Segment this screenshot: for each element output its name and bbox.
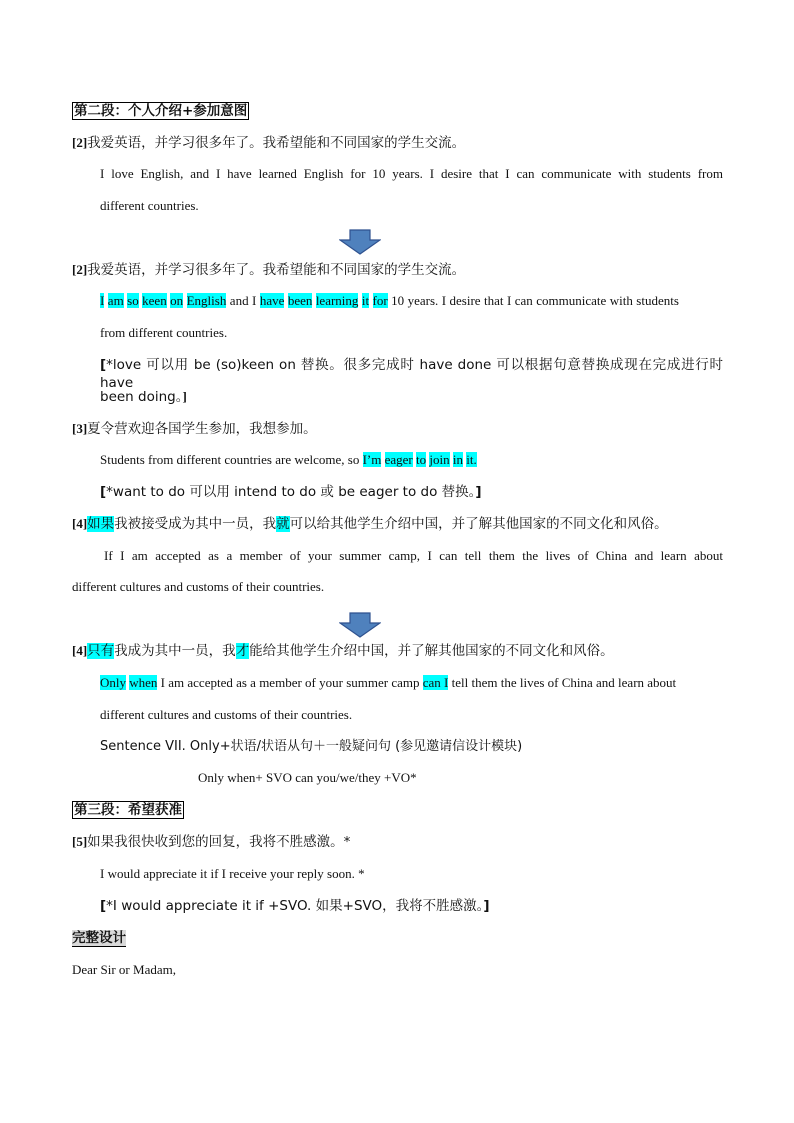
note [100,388,187,406]
item-number: [3] [72,421,88,436]
highlight-word: to [416,452,427,467]
highlight-word: on [170,293,184,308]
section-heading [72,801,184,819]
note [100,897,490,915]
plain-text: tell them the lives of China and learn about [451,675,677,690]
item-chinese [72,642,614,660]
bracket: [ [100,357,107,373]
item-english-highlighted [100,292,679,310]
highlight-word: am [107,293,124,308]
item-chinese-text: 我成为其中一员，我 [114,643,236,659]
highlight-word: been [287,293,313,308]
item-chinese [72,515,668,533]
highlight-word: so [127,293,139,308]
bracket: ] [483,898,490,914]
highlight-word: for [372,293,388,308]
item-chinese [72,833,350,851]
item-chinese-text: 夏令营欢迎各国学生参加，我想参加。 [87,421,317,437]
highlight-word: Only [100,675,126,690]
item-number: [4] [72,516,88,531]
item-english: different cultures and customs of their countries. [72,579,325,594]
item-chinese-text: 如果我很快收到您的回复，我将不胜感激。* [87,834,351,850]
plain-text: and I [229,293,257,308]
item-english-highlighted [100,674,676,692]
section-heading-text: 第二段：个人介绍+参加意图 [74,103,248,119]
item-english-highlighted [100,451,477,469]
highlight-word: have [259,293,285,308]
highlight-word: eager [384,452,413,467]
item-chinese [72,134,465,152]
highlight-word: 才 [235,643,250,659]
note [100,483,482,501]
plain-text: Students from different countries are welcome, so [100,452,360,467]
highlight-word: I [100,293,105,308]
item-chinese [72,420,317,438]
highlight-word: learning [315,293,359,308]
down-arrow-icon [339,229,381,255]
item-english: from different countries. [100,325,228,340]
item-english: I would appreciate it if I receive your reply soon. * [100,866,365,881]
highlight-word: 如果 [87,516,115,532]
salutation: Dear Sir or Madam, [72,962,176,977]
item-english: different cultures and customs of their countries. [100,707,353,722]
item-chinese [72,261,465,279]
highlight-word: it. [466,452,477,467]
item-number: [2] [72,135,88,150]
bracket: [ [100,898,107,914]
highlight-word: in [452,452,463,467]
item-number: [2] [72,262,88,277]
bracket: ] [475,484,482,500]
highlight-word: 只有 [87,643,115,659]
item-english: If I am accepted as a member of your summer camp, I can tell them the lives of China and learn about [104,548,723,563]
bracket: [ [100,484,107,500]
item-english: different countries. [100,198,199,213]
bracket: ] [182,389,187,404]
note-text: *want to do 可以用 intend to do 或 be eager to do 替换。 [106,484,476,500]
highlight-word: it [361,293,370,308]
sentence-pattern: Sentence VII. Only+状语/状语从句＋一般疑问句 (参见邀请信设计模块) [100,739,523,754]
item-chinese-text: 我被接受成为其中一员，我 [114,516,277,532]
formula: Only when+ SVO can you/we/they +VO* [198,770,417,785]
note-text: *love 可以用 be (so)keen on 替换。很多完成时 have done 可以根据句意替换成现在完成进行时 have [100,357,723,391]
item-english: I love English, and I have learned English for 10 years. I desire that I can communicate with students from [100,166,723,181]
item-chinese-text: 可以给其他学生介绍中国，并了解其他国家的不同文化和风俗。 [289,516,668,532]
item-chinese-text: 我爱英语，并学习很多年了。我希望能和不同国家的学生交流。 [87,135,466,151]
highlight-word: can I [422,675,449,690]
highlight-word: English [186,293,227,308]
down-arrow-icon [339,612,381,638]
section-heading-text: 第三段：希望获准 [74,802,182,818]
note-text: been doing。 [100,389,183,405]
section-heading [72,102,249,120]
item-chinese-text: 能给其他学生介绍中国，并了解其他国家的不同文化和风俗。 [249,643,614,659]
section-heading [72,929,126,947]
section-heading-text: 完整设计 [72,930,126,946]
note [100,356,723,392]
item-number: [5] [72,834,88,849]
item-number: [4] [72,643,88,658]
item-chinese-text: 我爱英语，并学习很多年了。我希望能和不同国家的学生交流。 [87,262,466,278]
note-text: *I would appreciate it if +SVO. 如果+SVO，我将不胜感激。 [106,898,484,914]
highlight-word: join [429,452,450,467]
highlight-word: keen [142,293,167,308]
plain-text: I am accepted as a member of your summer camp [160,675,420,690]
plain-text: 10 years. I desire that I can communicate with students [391,293,679,308]
highlight-word: I’m [362,452,382,467]
highlight-word: when [129,675,158,690]
highlight-word: 就 [276,516,290,532]
